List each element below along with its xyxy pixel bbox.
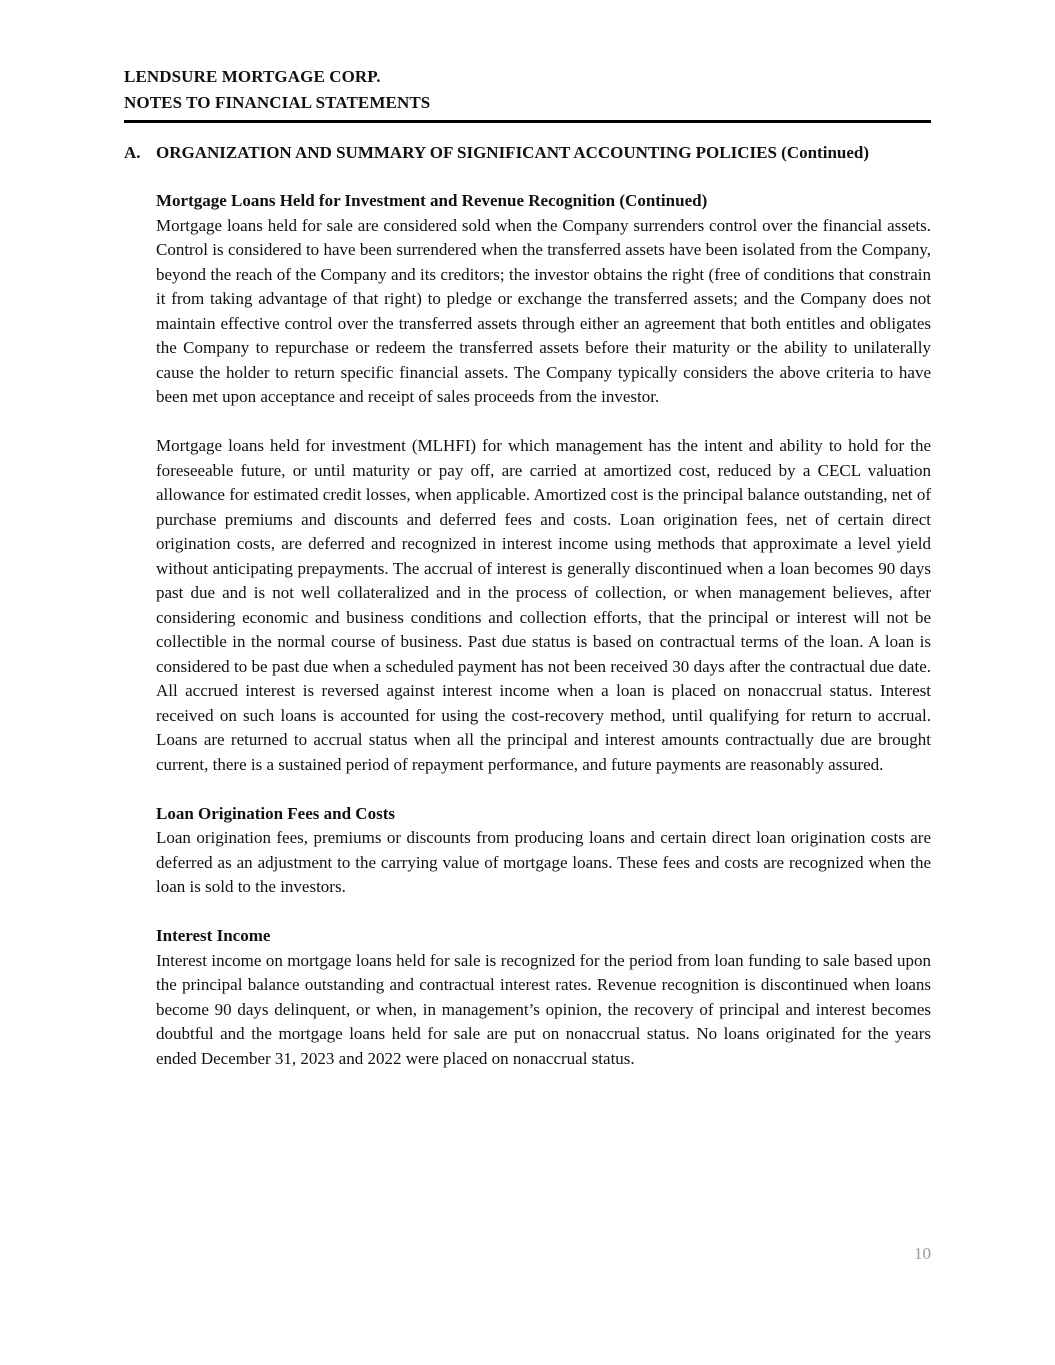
paragraph-spacer [156, 410, 931, 435]
header-divider [124, 120, 931, 123]
origination-fees-paragraph: Loan origination fees, premiums or discounts from producing loans and certain direct loan origination costs are deferred as an adjustment to the carrying value of mortgage loans. These fees and costs are recognized when the loan is sold to the investors. [156, 828, 931, 896]
mortgage-loans-paragraph-1: Mortgage loans held for sale are considered sold when the Company surrenders control over the financial assets. Control is considered to have been surrendered when the transferred assets have been isolated from the Company, beyond the reach of the Company and its creditors; the investor obtains the right (free of conditions that constrain it from taking advantage of that right) to pledge or exchange the transferred assets; and the Company does not maintain effective control over the transferred assets through either an agreement that both entitles and obligates the Company to repurchase or redeem the transferred assets before their maturity or the ability to unilaterally cause the holder to return specific financial assets. The Company typically considers the above criteria to have been met upon acceptance and receipt of sales proceeds from the investor. [156, 215, 931, 406]
paragraph-spacer [156, 777, 931, 802]
page-number: 10 [914, 1244, 931, 1263]
section-heading [124, 140, 931, 165]
paragraph-spacer [156, 900, 931, 925]
mortgage-loans-heading: Mortgage Loans Held for Investment and Revenue Recognition (Continued) [156, 191, 708, 210]
section-title: ORGANIZATION AND SUMMARY OF SIGNIFICANT ACCOUNTING POLICIES (Continued) [156, 143, 870, 162]
section-a [124, 140, 931, 1071]
page-header [124, 64, 931, 123]
section-letter: A. [124, 143, 141, 162]
interest-income-paragraph: Interest income on mortgage loans held for sale is recognized for the period from loan funding to sale based upon the principal balance outstanding and contractual interest rates. Revenue recognition is discontinued when loans become 90 days delinquent, or when, in management’s opinion, the recovery of principal and interest becomes doubtful and the mortgage loans held for sale are put on nonaccrual status. No loans originated for the years ended December 31, 2023 and 2022 were placed on nonaccrual status. [156, 950, 931, 1068]
origination-fees-heading: Loan Origination Fees and Costs [156, 803, 395, 823]
mortgage-loans-paragraph-2: Mortgage loans held for investment (MLHFI) for which management has the intent and ability to hold for the foreseeable future, or until maturity or pay off, are carried at amortized cost, reduced by a CECL valuation allowance for estimated credit losses, when applicable. Amortized cost is the principal balance outstanding, net of purchase premiums and discounts and deferred fees and costs. Loan origination fees, net of certain direct origination costs, are deferred and recognized in interest income using methods that approximate a level yield without anticipating prepayments. The accrual of interest is generally discontinued when a loan becomes 90 days past due and is not well collateralized and in the process of collection, or when management believes, after considering economic and business conditions and collection efforts, that the principal or interest will not be collectible in the normal course of business. Past due status is based on contractual terms of the loan. A loan is considered to be past due when a scheduled payment has not been received 30 days after the contractual due date. All accrued interest is reversed against interest income when a loan is placed on nonaccrual status. Interest received on such loans is accounted for using the cost-recovery method, until qualifying for return to accrual. Loans are returned to accrual status when all the principal and interest amounts contractually due are brought current, there is a sustained period of repayment performance, and future payments are reasonably assured. [156, 436, 931, 774]
section-body [156, 189, 931, 1071]
interest-income-heading: Interest Income [156, 926, 271, 945]
document-title: NOTES TO FINANCIAL STATEMENTS [124, 93, 431, 112]
company-name: LENDSURE MORTGAGE CORP. [124, 67, 381, 86]
